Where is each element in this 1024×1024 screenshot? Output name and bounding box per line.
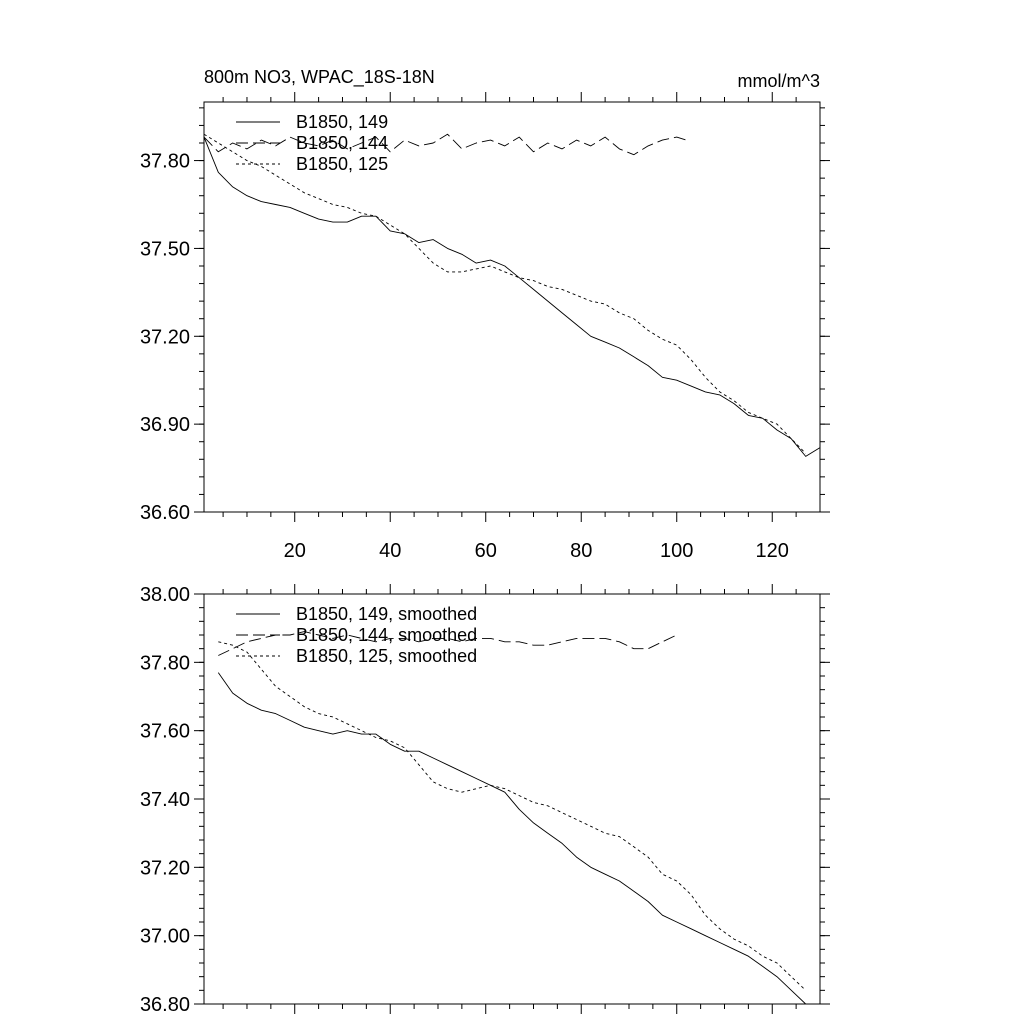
y-tick-label: 37.60: [139, 720, 190, 743]
series-line-3: [218, 642, 805, 991]
tick-group-bottom: [140, 584, 830, 1016]
panel-top: [140, 67, 830, 562]
y-tick-label: 37.20: [139, 857, 190, 880]
tick-group-top: [140, 92, 830, 562]
series-group-top: [204, 134, 820, 456]
y-tick-label: 37.50: [139, 238, 190, 261]
legend-label-1: B1850, 149: [296, 112, 389, 132]
y-tick-label: 37.80: [139, 652, 190, 675]
legend-label-1: B1850, 149, smoothed: [296, 604, 478, 624]
series-line-3: [204, 134, 806, 453]
legend-bottom: [236, 604, 477, 666]
series-group-bottom: [218, 632, 805, 1004]
x-tick-label: 20: [283, 540, 306, 562]
legend-label-3: B1850, 125: [296, 154, 389, 174]
legend-label-2: B1850, 144: [296, 133, 389, 153]
legend-label-3: B1850, 125, smoothed: [296, 646, 478, 666]
chart-title: 800m NO3, WPAC_18S-18N: [204, 67, 435, 87]
legend-top: [236, 112, 388, 174]
y-tick-label: 38.00: [139, 584, 190, 606]
x-tick-label: 60: [474, 540, 497, 562]
x-tick-label: 40: [379, 540, 402, 562]
y-tick-label: 37.80: [139, 150, 190, 173]
y-tick-label: 36.80: [139, 994, 190, 1016]
y-tick-label: 37.00: [139, 925, 190, 948]
series-line-1: [218, 673, 805, 1004]
units-label: mmol/m^3: [737, 71, 820, 91]
x-tick-label: 120: [755, 540, 789, 562]
x-tick-label: 100: [660, 540, 694, 562]
panel-bottom: [140, 584, 830, 1016]
y-tick-label: 37.40: [139, 789, 190, 811]
series-line-2: [204, 134, 686, 155]
x-tick-label: 80: [570, 540, 593, 562]
y-tick-label: 37.20: [139, 326, 190, 349]
y-tick-label: 36.60: [139, 502, 190, 524]
y-tick-label: 36.90: [139, 414, 190, 437]
series-line-1: [204, 137, 820, 456]
legend-label-2: B1850, 144, smoothed: [296, 625, 478, 645]
